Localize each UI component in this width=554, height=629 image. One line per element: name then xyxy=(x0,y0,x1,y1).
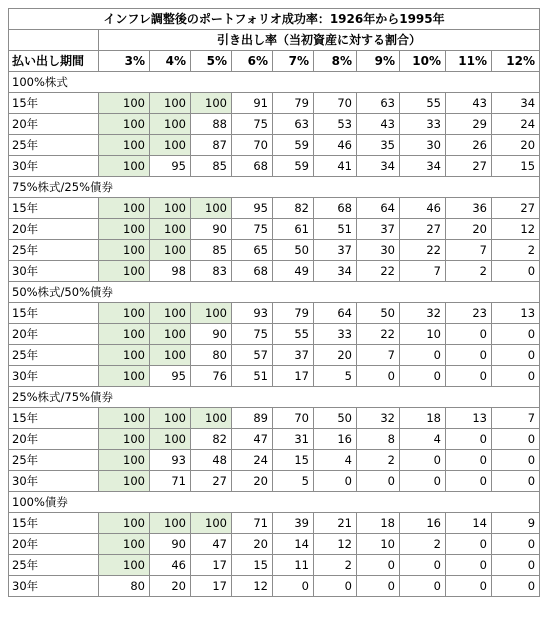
period-cell: 15年 xyxy=(9,303,99,324)
rate-header-cell: 11% xyxy=(446,51,492,72)
success-rate-cell: 75 xyxy=(232,324,273,345)
success-rate-cell: 22 xyxy=(357,261,400,282)
success-rate-cell: 89 xyxy=(232,408,273,429)
success-rate-cell: 0 xyxy=(492,345,540,366)
success-rate-cell: 37 xyxy=(357,219,400,240)
success-rate-cell: 0 xyxy=(314,576,357,597)
success-rate-cell: 88 xyxy=(191,114,232,135)
success-rate-cell: 18 xyxy=(400,408,446,429)
allocation-group-row xyxy=(9,492,540,513)
table-row xyxy=(9,156,540,177)
success-rate-cell: 100 xyxy=(99,114,150,135)
success-rate-cell: 100 xyxy=(150,303,191,324)
success-rate-cell: 35 xyxy=(357,135,400,156)
success-rate-cell: 75 xyxy=(232,114,273,135)
success-rate-cell: 33 xyxy=(314,324,357,345)
success-rate-cell: 95 xyxy=(232,198,273,219)
success-rate-cell: 7 xyxy=(492,408,540,429)
success-rate-cell: 70 xyxy=(314,93,357,114)
success-rate-cell: 34 xyxy=(492,93,540,114)
rate-header-cell: 3% xyxy=(99,51,150,72)
success-rate-cell: 0 xyxy=(446,555,492,576)
success-rate-cell: 0 xyxy=(492,450,540,471)
success-rate-cell: 7 xyxy=(446,240,492,261)
success-rate-cell: 0 xyxy=(492,555,540,576)
success-rate-cell: 63 xyxy=(273,114,314,135)
period-cell: 25年 xyxy=(9,135,99,156)
success-rate-cell: 59 xyxy=(273,135,314,156)
allocation-label: 75%株式/25%債券 xyxy=(9,177,540,198)
success-rate-cell: 29 xyxy=(446,114,492,135)
success-rate-cell: 100 xyxy=(150,429,191,450)
table-row xyxy=(9,534,540,555)
success-rate-cell: 68 xyxy=(232,156,273,177)
period-cell: 25年 xyxy=(9,345,99,366)
success-rate-cell: 80 xyxy=(99,576,150,597)
success-rate-cell: 100 xyxy=(99,429,150,450)
success-rate-cell: 90 xyxy=(150,534,191,555)
success-rate-cell: 0 xyxy=(446,450,492,471)
success-rate-cell: 7 xyxy=(357,345,400,366)
success-rate-cell: 70 xyxy=(273,408,314,429)
success-rate-cell: 17 xyxy=(191,555,232,576)
success-rate-cell: 100 xyxy=(99,555,150,576)
table-row xyxy=(9,450,540,471)
success-rate-cell: 32 xyxy=(400,303,446,324)
success-rate-cell: 16 xyxy=(314,429,357,450)
success-rate-cell: 50 xyxy=(314,408,357,429)
success-rate-cell: 27 xyxy=(446,156,492,177)
success-rate-cell: 27 xyxy=(400,219,446,240)
success-rate-cell: 0 xyxy=(400,555,446,576)
table-row xyxy=(9,135,540,156)
success-rate-cell: 100 xyxy=(191,93,232,114)
period-cell: 25年 xyxy=(9,555,99,576)
success-rate-cell: 41 xyxy=(314,156,357,177)
withdrawal-rate-header: 引き出し率（当初資産に対する割合） xyxy=(99,30,540,51)
success-rate-cell: 100 xyxy=(191,198,232,219)
success-rate-cell: 49 xyxy=(273,261,314,282)
success-rate-cell: 47 xyxy=(232,429,273,450)
period-cell: 20年 xyxy=(9,219,99,240)
period-cell: 15年 xyxy=(9,198,99,219)
period-cell: 30年 xyxy=(9,261,99,282)
success-rate-cell: 4 xyxy=(314,450,357,471)
success-rate-cell: 83 xyxy=(191,261,232,282)
allocation-group-row xyxy=(9,387,540,408)
success-rate-cell: 100 xyxy=(99,303,150,324)
success-rate-cell: 8 xyxy=(357,429,400,450)
success-rate-cell: 65 xyxy=(232,240,273,261)
success-rate-cell: 12 xyxy=(232,576,273,597)
success-rate-cell: 13 xyxy=(492,303,540,324)
table-title: インフレ調整後のポートフォリオ成功率：1926年から1995年 xyxy=(9,9,540,30)
success-rate-cell: 9 xyxy=(492,513,540,534)
success-rate-cell: 68 xyxy=(314,198,357,219)
success-rate-cell: 82 xyxy=(273,198,314,219)
success-rate-cell: 68 xyxy=(232,261,273,282)
success-rate-cell: 79 xyxy=(273,93,314,114)
success-rate-cell: 100 xyxy=(191,303,232,324)
success-rate-cell: 2 xyxy=(492,240,540,261)
success-rate-cell: 71 xyxy=(232,513,273,534)
success-rate-cell: 4 xyxy=(400,429,446,450)
success-rate-cell: 100 xyxy=(99,345,150,366)
success-rate-cell: 2 xyxy=(446,261,492,282)
allocation-label: 25%株式/75%債券 xyxy=(9,387,540,408)
table-row xyxy=(9,555,540,576)
success-rate-cell: 11 xyxy=(273,555,314,576)
success-rate-cell: 2 xyxy=(400,534,446,555)
success-rate-cell: 70 xyxy=(232,135,273,156)
table-row xyxy=(9,324,540,345)
success-rate-cell: 100 xyxy=(99,135,150,156)
success-rate-cell: 100 xyxy=(150,198,191,219)
period-cell: 20年 xyxy=(9,534,99,555)
success-rate-cell: 100 xyxy=(99,366,150,387)
success-rate-cell: 85 xyxy=(191,156,232,177)
table-container xyxy=(8,8,540,597)
success-rate-cell: 5 xyxy=(314,366,357,387)
success-rate-cell: 0 xyxy=(446,345,492,366)
success-rate-cell: 24 xyxy=(232,450,273,471)
success-rate-cell: 43 xyxy=(357,114,400,135)
success-rate-cell: 80 xyxy=(191,345,232,366)
success-rate-cell: 20 xyxy=(492,135,540,156)
success-rate-cell: 12 xyxy=(492,219,540,240)
success-rate-cell: 0 xyxy=(492,429,540,450)
success-rate-cell: 0 xyxy=(492,261,540,282)
success-rate-cell: 50 xyxy=(357,303,400,324)
success-rate-cell: 17 xyxy=(191,576,232,597)
success-rate-cell: 20 xyxy=(314,345,357,366)
success-rate-cell: 0 xyxy=(400,450,446,471)
success-rate-cell: 100 xyxy=(99,219,150,240)
table-row xyxy=(9,576,540,597)
success-rate-cell: 57 xyxy=(232,345,273,366)
success-rate-cell: 46 xyxy=(150,555,191,576)
success-rate-cell: 33 xyxy=(400,114,446,135)
table-row xyxy=(9,240,540,261)
success-rate-cell: 31 xyxy=(273,429,314,450)
success-rate-cell: 15 xyxy=(273,450,314,471)
table-row xyxy=(9,366,540,387)
success-rate-cell: 91 xyxy=(232,93,273,114)
success-rate-cell: 71 xyxy=(150,471,191,492)
success-rate-cell: 48 xyxy=(191,450,232,471)
success-rate-cell: 30 xyxy=(357,240,400,261)
period-cell: 15年 xyxy=(9,513,99,534)
success-rate-cell: 46 xyxy=(400,198,446,219)
success-rate-cell: 85 xyxy=(191,240,232,261)
period-cell: 20年 xyxy=(9,324,99,345)
success-rate-cell: 37 xyxy=(314,240,357,261)
success-rate-cell: 17 xyxy=(273,366,314,387)
success-rate-cell: 0 xyxy=(446,324,492,345)
success-rate-cell: 24 xyxy=(492,114,540,135)
success-rate-cell: 0 xyxy=(314,471,357,492)
success-rate-cell: 100 xyxy=(99,450,150,471)
success-rate-cell: 20 xyxy=(232,534,273,555)
success-rate-cell: 100 xyxy=(191,408,232,429)
success-rate-cell: 53 xyxy=(314,114,357,135)
success-rate-cell: 16 xyxy=(400,513,446,534)
period-cell: 15年 xyxy=(9,408,99,429)
success-rate-cell: 100 xyxy=(99,240,150,261)
success-rate-cell: 100 xyxy=(99,156,150,177)
period-cell: 30年 xyxy=(9,366,99,387)
success-rate-cell: 50 xyxy=(273,240,314,261)
success-rate-cell: 87 xyxy=(191,135,232,156)
period-cell: 25年 xyxy=(9,240,99,261)
success-rate-cell: 18 xyxy=(357,513,400,534)
allocation-group-row xyxy=(9,282,540,303)
period-header: 払い出し期間 xyxy=(9,51,99,72)
success-rate-cell: 0 xyxy=(446,576,492,597)
success-rate-cell: 20 xyxy=(232,471,273,492)
success-rate-cell: 95 xyxy=(150,366,191,387)
table-row xyxy=(9,303,540,324)
success-rate-cell: 2 xyxy=(357,450,400,471)
success-rate-cell: 0 xyxy=(400,576,446,597)
success-rate-cell: 34 xyxy=(314,261,357,282)
rate-header-cell: 10% xyxy=(400,51,446,72)
period-cell: 25年 xyxy=(9,450,99,471)
success-rate-cell: 100 xyxy=(99,198,150,219)
success-rate-cell: 100 xyxy=(99,408,150,429)
success-rate-cell: 20 xyxy=(446,219,492,240)
success-rate-cell: 27 xyxy=(191,471,232,492)
table-row xyxy=(9,345,540,366)
success-rate-cell: 93 xyxy=(232,303,273,324)
success-rate-cell: 93 xyxy=(150,450,191,471)
success-rate-cell: 39 xyxy=(273,513,314,534)
success-rate-cell: 100 xyxy=(150,240,191,261)
allocation-label: 100%債券 xyxy=(9,492,540,513)
success-rate-cell: 90 xyxy=(191,219,232,240)
period-cell: 20年 xyxy=(9,114,99,135)
success-rate-cell: 34 xyxy=(400,156,446,177)
success-rate-cell: 0 xyxy=(357,576,400,597)
success-rate-cell: 22 xyxy=(400,240,446,261)
success-rate-table xyxy=(8,8,540,597)
success-rate-cell: 43 xyxy=(446,93,492,114)
table-row xyxy=(9,471,540,492)
success-rate-cell: 0 xyxy=(357,471,400,492)
period-cell: 30年 xyxy=(9,471,99,492)
success-rate-cell: 0 xyxy=(492,471,540,492)
success-rate-cell: 26 xyxy=(446,135,492,156)
rate-header-cell: 4% xyxy=(150,51,191,72)
success-rate-cell: 7 xyxy=(400,261,446,282)
success-rate-cell: 32 xyxy=(357,408,400,429)
success-rate-cell: 100 xyxy=(150,219,191,240)
success-rate-cell: 47 xyxy=(191,534,232,555)
success-rate-cell: 27 xyxy=(492,198,540,219)
table-row xyxy=(9,429,540,450)
success-rate-cell: 55 xyxy=(273,324,314,345)
allocation-label: 100%株式 xyxy=(9,72,540,93)
success-rate-cell: 20 xyxy=(150,576,191,597)
success-rate-cell: 12 xyxy=(314,534,357,555)
rate-header-cell: 6% xyxy=(232,51,273,72)
success-rate-cell: 98 xyxy=(150,261,191,282)
success-rate-cell: 100 xyxy=(99,471,150,492)
success-rate-cell: 100 xyxy=(191,513,232,534)
success-rate-cell: 100 xyxy=(99,324,150,345)
success-rate-cell: 100 xyxy=(150,408,191,429)
success-rate-cell: 51 xyxy=(314,219,357,240)
success-rate-cell: 10 xyxy=(400,324,446,345)
success-rate-cell: 15 xyxy=(492,156,540,177)
success-rate-cell: 30 xyxy=(400,135,446,156)
success-rate-cell: 63 xyxy=(357,93,400,114)
success-rate-cell: 5 xyxy=(273,471,314,492)
success-rate-cell: 2 xyxy=(314,555,357,576)
success-rate-cell: 21 xyxy=(314,513,357,534)
success-rate-cell: 64 xyxy=(357,198,400,219)
success-rate-cell: 95 xyxy=(150,156,191,177)
rate-header-cell: 7% xyxy=(273,51,314,72)
rate-header-cell: 5% xyxy=(191,51,232,72)
success-rate-cell: 0 xyxy=(357,555,400,576)
success-rate-cell: 100 xyxy=(150,114,191,135)
success-rate-cell: 14 xyxy=(273,534,314,555)
period-cell: 30年 xyxy=(9,156,99,177)
success-rate-cell: 23 xyxy=(446,303,492,324)
success-rate-cell: 75 xyxy=(232,219,273,240)
success-rate-cell: 55 xyxy=(400,93,446,114)
success-rate-cell: 0 xyxy=(446,534,492,555)
success-rate-cell: 14 xyxy=(446,513,492,534)
success-rate-cell: 22 xyxy=(357,324,400,345)
table-row xyxy=(9,198,540,219)
period-cell: 30年 xyxy=(9,576,99,597)
rate-header-cell: 12% xyxy=(492,51,540,72)
success-rate-cell: 59 xyxy=(273,156,314,177)
success-rate-cell: 0 xyxy=(492,366,540,387)
table-row xyxy=(9,114,540,135)
success-rate-cell: 79 xyxy=(273,303,314,324)
success-rate-cell: 46 xyxy=(314,135,357,156)
allocation-group-row xyxy=(9,72,540,93)
success-rate-cell: 51 xyxy=(232,366,273,387)
success-rate-cell: 0 xyxy=(446,429,492,450)
period-cell: 20年 xyxy=(9,429,99,450)
table-row xyxy=(9,93,540,114)
success-rate-cell: 0 xyxy=(446,471,492,492)
success-rate-cell: 100 xyxy=(99,534,150,555)
header-blank-cell xyxy=(9,30,99,51)
success-rate-cell: 100 xyxy=(150,345,191,366)
success-rate-cell: 0 xyxy=(492,324,540,345)
success-rate-cell: 90 xyxy=(191,324,232,345)
allocation-label: 50%株式/50%債券 xyxy=(9,282,540,303)
success-rate-cell: 0 xyxy=(492,576,540,597)
success-rate-cell: 10 xyxy=(357,534,400,555)
allocation-group-row xyxy=(9,177,540,198)
success-rate-cell: 0 xyxy=(400,366,446,387)
success-rate-cell: 100 xyxy=(99,93,150,114)
success-rate-cell: 0 xyxy=(446,366,492,387)
rate-header-cell: 9% xyxy=(357,51,400,72)
table-row xyxy=(9,219,540,240)
table-row xyxy=(9,408,540,429)
success-rate-cell: 100 xyxy=(99,261,150,282)
period-cell: 15年 xyxy=(9,93,99,114)
success-rate-cell: 100 xyxy=(150,324,191,345)
success-rate-cell: 100 xyxy=(150,93,191,114)
success-rate-cell: 0 xyxy=(357,366,400,387)
success-rate-cell: 64 xyxy=(314,303,357,324)
success-rate-cell: 0 xyxy=(400,345,446,366)
success-rate-cell: 100 xyxy=(150,135,191,156)
success-rate-cell: 13 xyxy=(446,408,492,429)
success-rate-cell: 100 xyxy=(150,513,191,534)
success-rate-cell: 0 xyxy=(400,471,446,492)
success-rate-cell: 34 xyxy=(357,156,400,177)
table-row xyxy=(9,513,540,534)
success-rate-cell: 37 xyxy=(273,345,314,366)
table-row xyxy=(9,261,540,282)
success-rate-cell: 36 xyxy=(446,198,492,219)
rate-header-cell: 8% xyxy=(314,51,357,72)
success-rate-cell: 61 xyxy=(273,219,314,240)
success-rate-cell: 76 xyxy=(191,366,232,387)
success-rate-cell: 15 xyxy=(232,555,273,576)
success-rate-cell: 0 xyxy=(273,576,314,597)
success-rate-cell: 82 xyxy=(191,429,232,450)
success-rate-cell: 0 xyxy=(492,534,540,555)
success-rate-cell: 100 xyxy=(99,513,150,534)
